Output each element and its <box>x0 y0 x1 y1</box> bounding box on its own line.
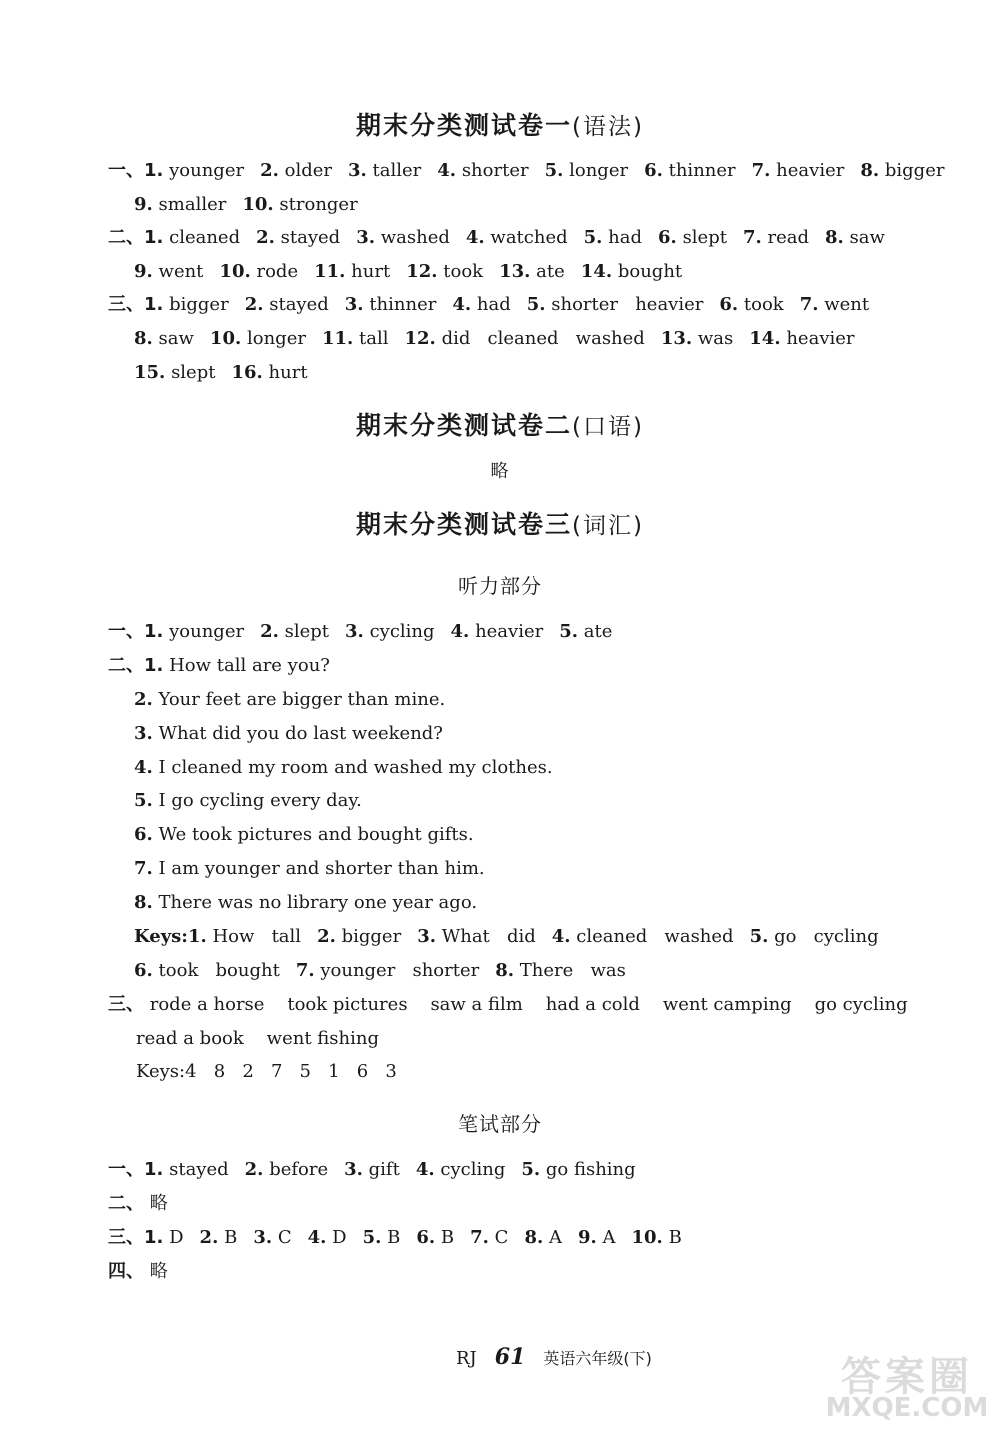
answer-item <box>134 790 362 811</box>
item-answer: bigger <box>884 160 945 181</box>
item-number: 7. <box>799 294 819 315</box>
answer-line <box>134 756 553 780</box>
answer-item <box>348 159 421 183</box>
item-answer: cleaned <box>169 227 241 248</box>
item-number: 3. <box>356 227 375 248</box>
item-number: 2. <box>244 1159 264 1180</box>
item-answer: saw <box>158 328 194 349</box>
item-number: 4. <box>465 227 485 248</box>
item-number: 2. <box>317 926 336 947</box>
item-number: 7. <box>742 227 762 248</box>
item-answer: gift <box>368 1159 400 1180</box>
answer-item <box>437 159 528 183</box>
item-answer: A <box>548 1227 562 1248</box>
answer-item <box>134 723 443 744</box>
item-answer: watched <box>490 227 568 248</box>
item-number: 16. <box>231 362 263 383</box>
item-number: 3. <box>417 926 436 947</box>
item-answer: 略 <box>149 1193 168 1214</box>
item-number: 2. <box>260 160 279 181</box>
item-answer: B <box>224 1227 238 1248</box>
item-number: 8. <box>524 1227 544 1248</box>
item-number: 5. <box>544 160 564 181</box>
answer-item <box>499 260 565 284</box>
answer-item <box>108 226 240 250</box>
answer-item <box>253 1226 291 1250</box>
answer-item <box>256 226 340 250</box>
item-number: 10. <box>209 328 242 349</box>
item-number: 9. <box>134 261 153 282</box>
item-answer: How tall <box>212 926 302 947</box>
answer-line <box>108 620 612 644</box>
item-answer: How tall are you? <box>169 655 330 676</box>
item-answer: stronger <box>279 194 358 215</box>
item-number: 4. <box>452 294 472 315</box>
answer-line <box>108 993 908 1017</box>
answer-item <box>134 361 215 385</box>
item-number: 11. <box>314 261 346 282</box>
item-answer: I go cycling every day. <box>158 790 362 811</box>
answer-item <box>245 293 329 317</box>
item-number: 11. <box>321 328 354 349</box>
answer-line <box>108 159 944 183</box>
test2-subtitle: (口语) <box>572 414 644 440</box>
answer-line <box>134 891 477 915</box>
answer-item <box>134 757 553 778</box>
item-number: 10. <box>242 194 274 215</box>
answer-line <box>108 1260 168 1284</box>
page-number: 61 <box>494 1344 526 1370</box>
answer-item <box>134 925 301 949</box>
answer-item <box>584 226 642 250</box>
item-number: 2. <box>199 1227 219 1248</box>
answer-item <box>108 620 244 644</box>
item-number: 7. <box>295 960 315 981</box>
answer-line <box>134 789 362 813</box>
answer-item <box>363 1226 401 1250</box>
item-answer: heavier <box>475 621 544 642</box>
item-number: 7. <box>470 1227 489 1248</box>
item-number: 15. <box>134 362 166 383</box>
item-answer: go cycling <box>774 926 879 947</box>
answer-line <box>134 260 682 284</box>
item-number: 8. <box>134 892 153 913</box>
item-answer: did cleaned washed <box>441 328 645 349</box>
answer-line <box>136 1027 379 1051</box>
answer-item <box>752 159 845 183</box>
answer-line <box>108 1158 636 1182</box>
answer-item <box>661 327 733 351</box>
answer-item <box>825 227 885 248</box>
item-number: 4. <box>307 1227 327 1248</box>
answer-item <box>658 226 727 250</box>
item-answer: washed <box>380 227 450 248</box>
item-answer: 略 <box>149 1261 168 1282</box>
item-number: 5. <box>521 1159 541 1180</box>
item-number: 5. <box>749 926 769 947</box>
answer-item <box>108 994 908 1015</box>
answer-item <box>134 892 477 913</box>
answer-item <box>527 293 704 317</box>
answer-item <box>296 959 479 983</box>
item-answer: tall <box>359 328 389 349</box>
answer-item <box>108 159 244 183</box>
item-answer: bought <box>617 261 683 282</box>
answer-item <box>524 1226 562 1250</box>
item-answer: There was <box>519 960 626 981</box>
item-answer: longer <box>246 328 306 349</box>
item-answer: shorter <box>461 160 529 181</box>
item-number: 6. <box>134 960 153 981</box>
item-number: 6. <box>134 824 153 845</box>
item-answer: slept <box>171 362 216 383</box>
test3-title-text: 期末分类测试卷三 <box>356 510 573 539</box>
answer-item <box>108 1193 168 1214</box>
item-answer: Your feet are bigger than mine. <box>158 689 446 710</box>
answer-item <box>136 1028 379 1049</box>
answer-item <box>108 293 229 317</box>
answer-line <box>108 654 330 678</box>
test2-title <box>0 406 1000 442</box>
item-answer: thinner <box>668 160 736 181</box>
item-answer: went <box>158 261 204 282</box>
answer-item <box>245 1158 328 1182</box>
answer-item <box>345 293 437 317</box>
item-answer: had <box>608 227 643 248</box>
item-number: 一、1. <box>108 621 164 642</box>
answer-item <box>644 159 736 183</box>
item-answer: We took pictures and bought gifts. <box>158 824 474 845</box>
answer-item <box>416 1226 454 1250</box>
item-answer: thinner <box>369 294 437 315</box>
item-answer: B <box>668 1227 682 1248</box>
item-answer: heavier <box>786 328 855 349</box>
test2-note: 略 <box>490 461 510 482</box>
item-answer: shorter heavier <box>551 294 704 315</box>
item-answer: rode <box>256 261 299 282</box>
answer-item <box>108 655 330 676</box>
answer-item <box>134 858 485 879</box>
answer-line <box>134 327 855 351</box>
item-answer: stayed <box>269 294 329 315</box>
item-number: 4. <box>450 621 470 642</box>
answer-item <box>108 1226 184 1250</box>
item-number: 3. <box>345 621 364 642</box>
item-answer: B <box>440 1227 455 1248</box>
item-answer: ate <box>583 621 613 642</box>
answer-item <box>108 1158 229 1182</box>
answer-item <box>521 1159 635 1180</box>
item-answer: C <box>277 1227 292 1248</box>
item-number: 8. <box>134 328 153 349</box>
item-answer: A <box>602 1227 616 1248</box>
test3-subtitle: (词汇) <box>572 513 644 539</box>
item-answer: took <box>743 294 784 315</box>
item-answer: D <box>169 1227 184 1248</box>
item-answer: was <box>697 328 734 349</box>
item-number: 2. <box>256 227 275 248</box>
item-answer: Keys:4 8 2 7 5 1 6 3 <box>136 1061 397 1082</box>
item-answer: younger shorter <box>320 960 480 981</box>
answer-item <box>719 293 783 317</box>
item-answer: read a book went fishing <box>136 1028 379 1049</box>
item-number: 三、1. <box>108 1227 164 1248</box>
item-number: 4. <box>437 160 457 181</box>
item-number: 3. <box>348 160 367 181</box>
answer-item <box>632 1227 682 1248</box>
item-answer: stayed <box>169 1159 229 1180</box>
item-number: 三、1. <box>108 294 164 315</box>
answer-item <box>552 925 734 949</box>
item-number: 2. <box>134 689 153 710</box>
answer-item <box>134 824 474 845</box>
answer-item <box>743 226 809 250</box>
answer-item <box>314 260 390 284</box>
answer-item <box>317 925 401 949</box>
answer-item <box>134 959 280 983</box>
item-number: 6. <box>644 160 663 181</box>
item-answer: cleaned washed <box>576 926 734 947</box>
test1-title <box>0 106 1000 142</box>
item-number: 13. <box>660 328 693 349</box>
answer-item <box>219 260 298 284</box>
item-number: 3. <box>134 723 153 744</box>
item-number: 一、1. <box>108 160 164 181</box>
page-footer <box>456 1344 652 1370</box>
answer-line <box>134 823 474 847</box>
written-heading: 笔试部分 <box>458 1112 542 1136</box>
item-number: 6. <box>719 294 739 315</box>
item-answer: D <box>332 1227 347 1248</box>
answer-item <box>495 960 626 981</box>
item-answer: bigger <box>169 294 229 315</box>
answer-item <box>260 159 332 183</box>
item-answer: heavier <box>776 160 845 181</box>
item-number: 二、1. <box>108 227 164 248</box>
answer-line <box>134 361 308 385</box>
item-answer: bigger <box>341 926 402 947</box>
item-number: 二、 <box>108 1193 144 1214</box>
item-number: 14. <box>580 261 613 282</box>
answer-line <box>108 293 869 317</box>
footer-grade: 英语六年级(下) <box>543 1349 652 1368</box>
answer-item <box>134 327 194 351</box>
item-number: 12. <box>404 328 436 349</box>
item-number: 12. <box>406 261 438 282</box>
item-number: Keys:1. <box>134 926 207 947</box>
answer-item <box>581 261 682 282</box>
item-number: 8. <box>825 227 844 248</box>
item-number: 14. <box>749 328 781 349</box>
answer-line <box>134 857 485 881</box>
item-number: 7. <box>134 858 153 879</box>
answer-item <box>108 1261 168 1282</box>
item-number: 四、 <box>108 1261 144 1282</box>
answer-line <box>134 193 358 217</box>
answer-item <box>260 620 329 644</box>
answer-item <box>322 327 389 351</box>
answer-item <box>466 226 568 250</box>
item-number: 3. <box>344 294 364 315</box>
answer-item <box>406 260 483 284</box>
answer-line <box>108 1226 682 1250</box>
item-number: 2. <box>260 621 279 642</box>
item-number: 9. <box>577 1227 597 1248</box>
item-answer: longer <box>569 160 629 181</box>
watermark-mark: 答案圈 <box>841 1354 973 1400</box>
item-answer: C <box>494 1227 509 1248</box>
item-answer: hurt <box>268 362 308 383</box>
answer-line <box>134 959 626 983</box>
item-answer: ate <box>536 261 565 282</box>
item-answer: go fishing <box>545 1159 636 1180</box>
item-number: 8. <box>495 960 515 981</box>
item-number: 9. <box>134 194 153 215</box>
item-answer: took bought <box>158 960 280 981</box>
item-number: 10. <box>219 261 251 282</box>
item-answer: hurt <box>351 261 391 282</box>
listening-heading: 听力部分 <box>458 574 542 598</box>
answer-item <box>750 926 879 947</box>
item-number: 4. <box>551 926 571 947</box>
item-number: 4. <box>134 757 153 778</box>
item-answer: read <box>767 227 810 248</box>
answer-item <box>470 1226 508 1250</box>
item-answer: slept <box>284 621 330 642</box>
answer-item <box>136 1061 397 1082</box>
answer-line <box>134 688 445 712</box>
item-answer: younger <box>169 621 245 642</box>
item-number: 5. <box>362 1227 382 1248</box>
item-number: 3. <box>344 1159 363 1180</box>
answer-item <box>417 925 536 949</box>
answer-item <box>210 327 306 351</box>
test3-title <box>0 505 1000 541</box>
item-answer: stayed <box>280 227 341 248</box>
item-answer: had <box>476 294 511 315</box>
answer-item <box>451 620 544 644</box>
item-number: 10. <box>631 1227 663 1248</box>
footer-code: RJ <box>456 1348 477 1369</box>
answer-item <box>231 362 307 383</box>
watermark-url: MXQE.COM <box>825 1393 989 1423</box>
answer-line <box>134 722 443 746</box>
answer-item <box>405 327 645 351</box>
item-answer: taller <box>372 160 422 181</box>
item-answer: What did <box>441 926 536 947</box>
answer-item <box>308 1226 347 1250</box>
item-answer: younger <box>169 160 245 181</box>
answer-item <box>134 193 226 217</box>
answer-item <box>860 160 944 181</box>
answer-item <box>452 293 510 317</box>
test1-subtitle: (语法) <box>572 114 644 140</box>
item-answer: I cleaned my room and washed my clothes. <box>158 757 553 778</box>
item-answer: There was no library one year ago. <box>158 892 478 913</box>
item-number: 4. <box>415 1159 435 1180</box>
answer-item <box>356 226 450 250</box>
answer-item <box>578 1226 616 1250</box>
item-number: 13. <box>499 261 531 282</box>
item-answer: older <box>284 160 332 181</box>
item-answer: slept <box>682 227 727 248</box>
item-answer: took <box>443 261 484 282</box>
item-answer: I am younger and shorter than him. <box>158 858 485 879</box>
item-answer: rode a horse took pictures saw a film had a cold went camping go cycling <box>149 994 908 1015</box>
test1-title-text: 期末分类测试卷一 <box>356 111 573 140</box>
item-number: 5. <box>526 294 546 315</box>
answer-item <box>749 328 854 349</box>
answer-item <box>242 194 357 215</box>
answer-item <box>416 1158 506 1182</box>
item-answer: B <box>387 1227 401 1248</box>
item-answer: cycling <box>440 1159 506 1180</box>
item-answer: smaller <box>158 194 227 215</box>
item-number: 5. <box>583 227 603 248</box>
item-number: 5. <box>559 621 579 642</box>
item-number: 6. <box>658 227 677 248</box>
item-number: 三、 <box>108 994 144 1015</box>
answer-line <box>134 925 879 949</box>
item-answer: saw <box>849 227 885 248</box>
answer-item <box>559 621 612 642</box>
answer-item <box>134 689 445 710</box>
answer-item <box>200 1226 238 1250</box>
answer-item <box>345 620 435 644</box>
item-number: 6. <box>416 1227 436 1248</box>
answer-item <box>545 159 629 183</box>
answer-item <box>800 294 869 315</box>
item-answer: went <box>824 294 870 315</box>
item-number: 7. <box>751 160 771 181</box>
item-answer: What did you do last weekend? <box>158 723 443 744</box>
item-number: 5. <box>134 790 153 811</box>
item-number: 一、1. <box>108 1159 164 1180</box>
test2-title-text: 期末分类测试卷二 <box>356 411 573 440</box>
item-answer: before <box>269 1159 329 1180</box>
item-answer: cycling <box>369 621 435 642</box>
item-number: 2. <box>244 294 264 315</box>
answer-line <box>136 1060 397 1084</box>
answer-line <box>108 1192 168 1216</box>
watermark-logo <box>818 1345 996 1425</box>
item-number: 3. <box>253 1227 273 1248</box>
item-number: 二、1. <box>108 655 164 676</box>
item-number: 8. <box>860 160 880 181</box>
answer-item <box>344 1158 400 1182</box>
answer-line <box>108 226 885 250</box>
answer-item <box>134 260 203 284</box>
